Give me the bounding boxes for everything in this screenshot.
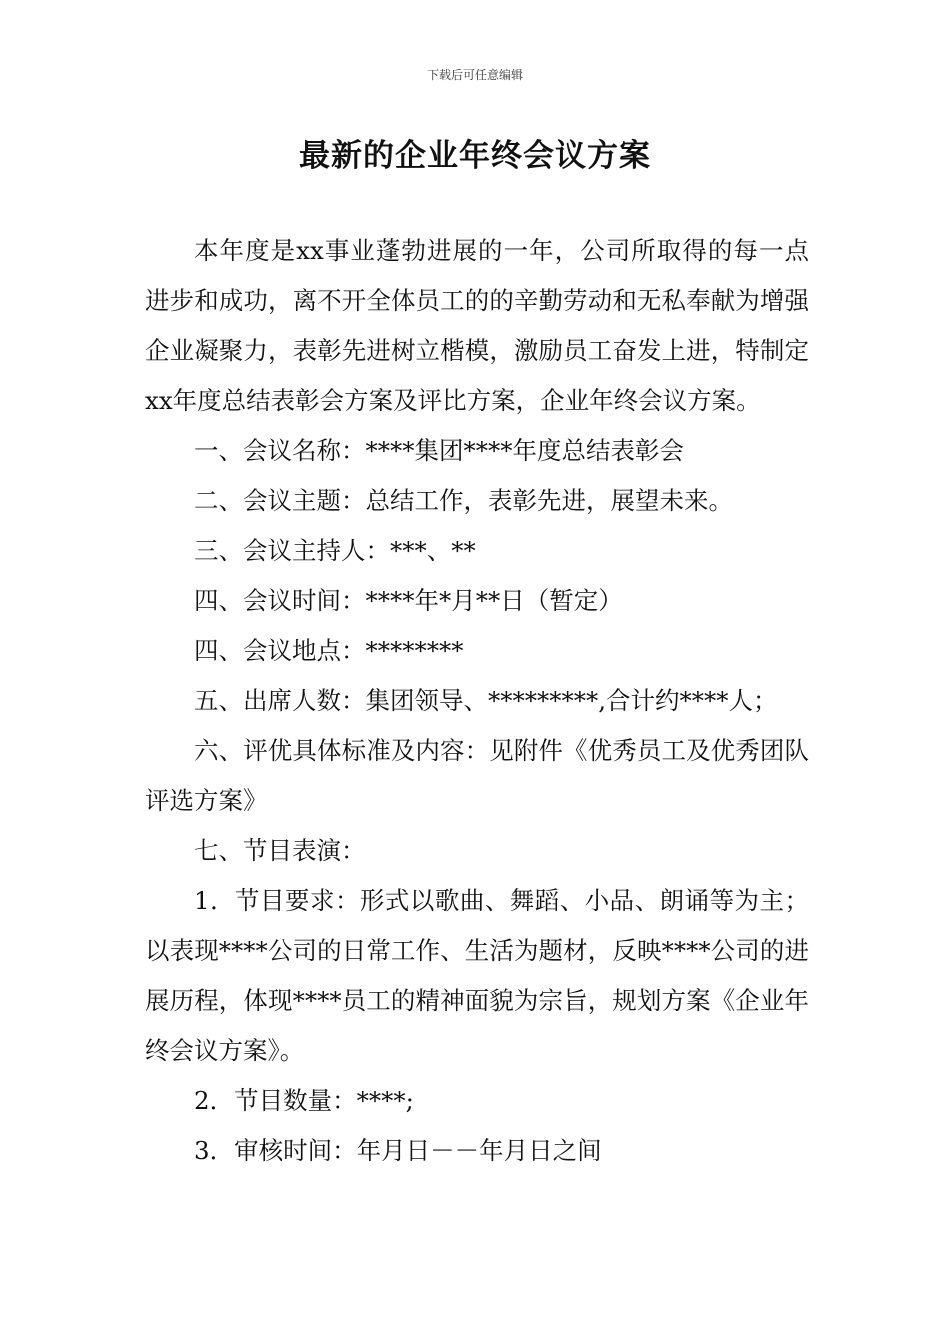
header-note: 下载后可任意编辑 bbox=[426, 68, 523, 82]
meeting-location-item: 四、会议地点：******** bbox=[194, 636, 464, 665]
attendance-item: 五、出席人数：集团领导、*********,合计约****人； bbox=[194, 686, 778, 715]
meeting-theme-item: 二、会议主题：总结工作，表彰先进，展望未来。 bbox=[194, 486, 733, 515]
document-title: 最新的企业年终会议方案 bbox=[299, 138, 651, 174]
program-count-item: 2．节目数量：****; bbox=[194, 1086, 414, 1115]
document-body bbox=[145, 226, 809, 1176]
intro-paragraph: 本年度是xx事业蓬勃进展的一年，公司所取得的每一点进步和成功，离不开全体员工的的辛勤劳动和无私奉献为增强企业凝聚力，表彰先进树立楷模，激励员工奋发上进，特制定xx年度总结表彰会方案及评比方案，企业年终会议方案。 bbox=[145, 236, 809, 415]
program-requirements-item: 1．节目要求：形式以歌曲、舞蹈、小品、朗诵等为主；以表现****公司的日常工作、生活为题材，反映****公司的进展历程，体现****员工的精神面貌为宗旨，规划方案《企业年终会议方案》。 bbox=[145, 886, 809, 1065]
meeting-name-item: 一、会议名称：****集团****年度总结表彰会 bbox=[194, 436, 684, 465]
meeting-host-item: 三、会议主持人：***、** bbox=[194, 536, 476, 565]
performance-heading: 七、节目表演： bbox=[194, 836, 366, 865]
evaluation-criteria-item: 六、评优具体标准及内容：见附件《优秀员工及优秀团队评选方案》 bbox=[145, 736, 809, 815]
review-time-item: 3．审核时间：年月日－－年月日之间 bbox=[194, 1136, 602, 1165]
meeting-time-item: 四、会议时间：****年*月**日（暂定） bbox=[194, 586, 623, 615]
